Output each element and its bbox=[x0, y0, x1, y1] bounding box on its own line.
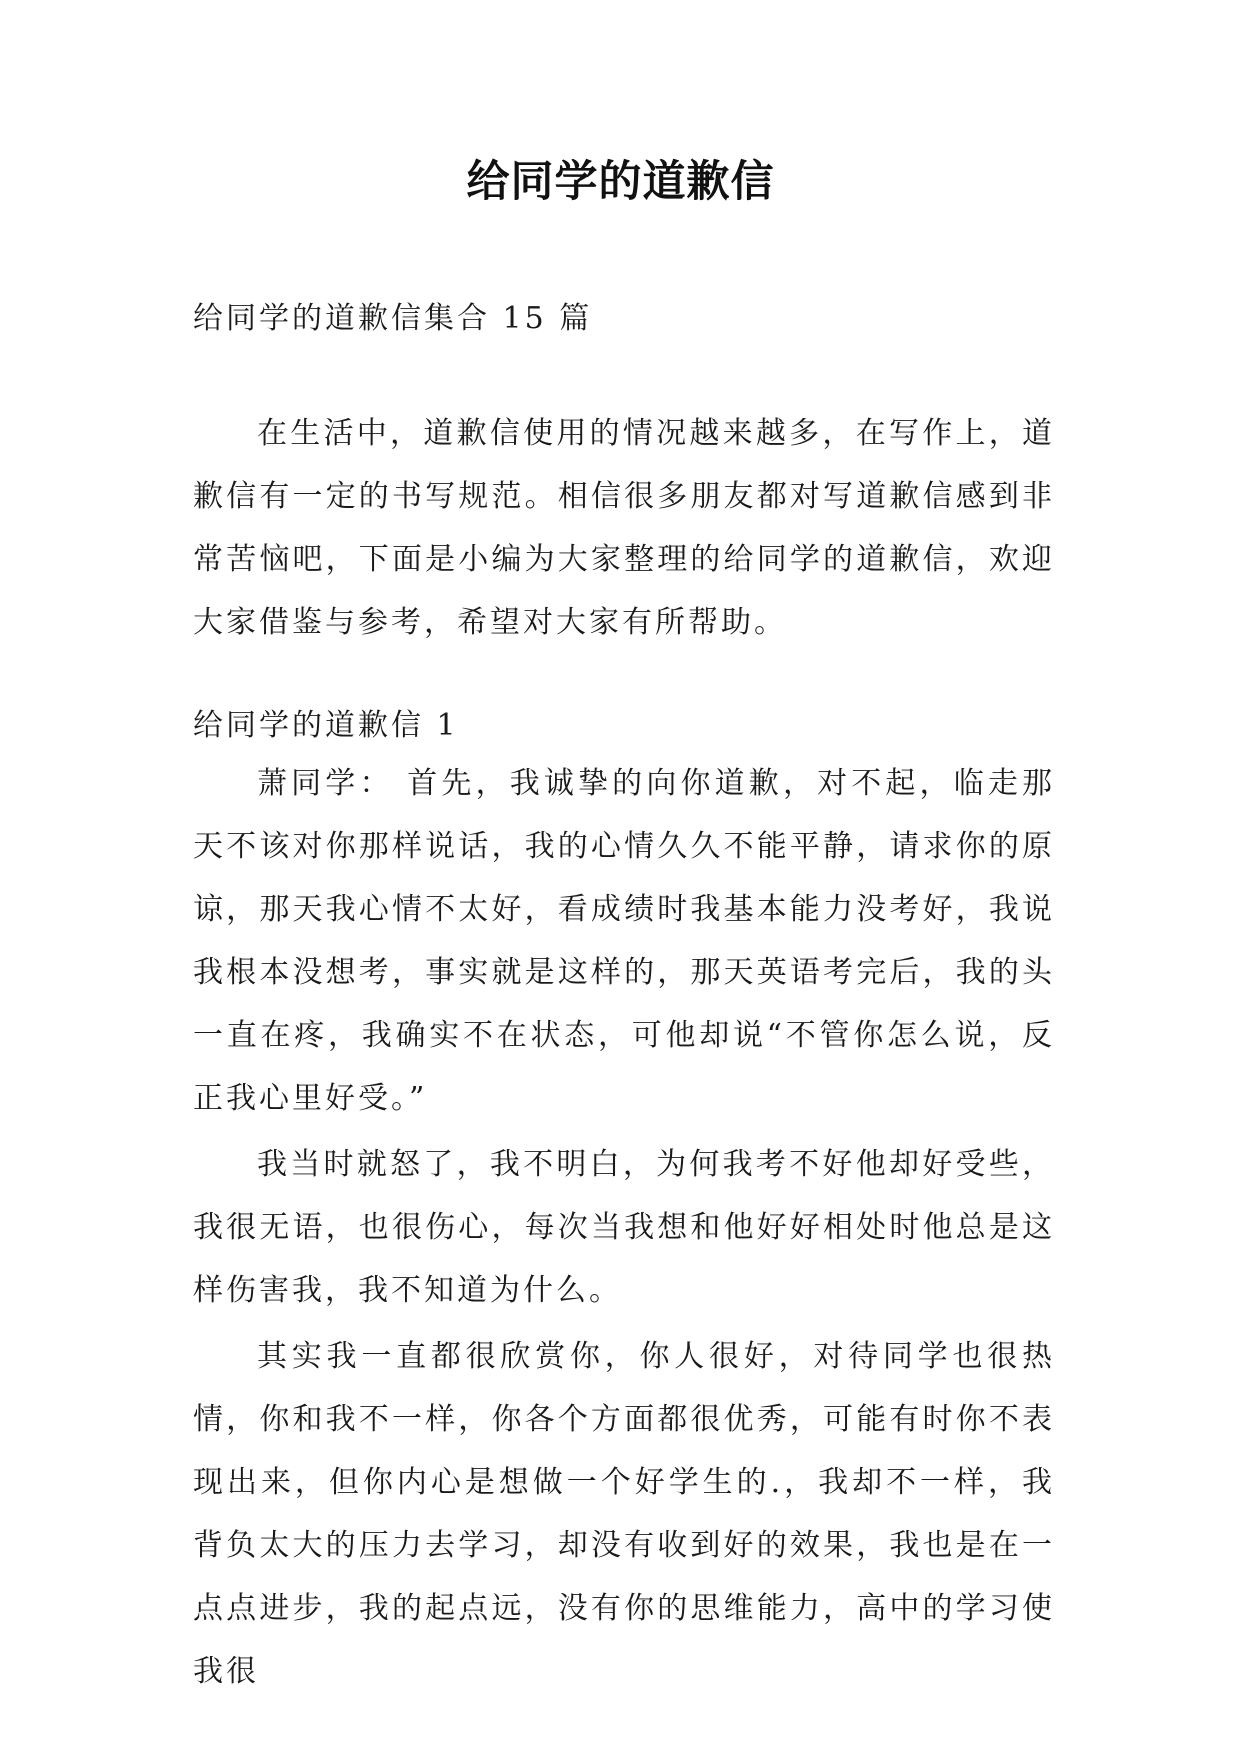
section-heading: 给同学的道歉信 1 bbox=[193, 708, 459, 743]
document-subtitle: 给同学的道歉信集合 15 篇 bbox=[193, 301, 593, 336]
intro-paragraph: 在生活中，道歉信使用的情况越来越多，在写作上，道歉信有一定的书写规范。相信很多朋友都对写道歉信感到非常苦恼吧，下面是小编为大家整理的给同学的道歉信，欢迎大家借鉴与参考，希望对大家有所帮助。 bbox=[193, 416, 1055, 640]
letter-paragraph: 萧同学： 首先，我诚挚的向你道歉，对不起，临走那天不该对你那样说话，我的心情久久不能平静，请求你的原谅，那天我心情不太好，看成绩时我基本能力没考好，我说我根本没想考，事实就是这样的，那天英语考完后，我的头一直在疼，我确实不在状态，可他却说“不管你怎么说，反正我心里好受。” bbox=[193, 766, 1055, 1116]
letter-paragraph: 我当时就怒了，我不明白，为何我考不好他却好受些，我很无语，也很伤心，每次当我想和他好好相处时他总是这样伤害我，我不知道为什么。 bbox=[193, 1147, 1055, 1308]
letter-body bbox=[193, 752, 1055, 1706]
document-title: 给同学的道歉信 bbox=[466, 157, 775, 207]
letter-paragraph: 其实我一直都很欣赏你，你人很好，对待同学也很热情，你和我不一样，你各个方面都很优秀，可能有时你不表现出来，但你内心是想做一个好学生的.，我却不一样，我背负太大的压力去学习，却没有收到好的效果，我也是在一点点进步，我的起点远，没有你的思维能力，高中的学习使我很 bbox=[193, 1339, 1055, 1689]
